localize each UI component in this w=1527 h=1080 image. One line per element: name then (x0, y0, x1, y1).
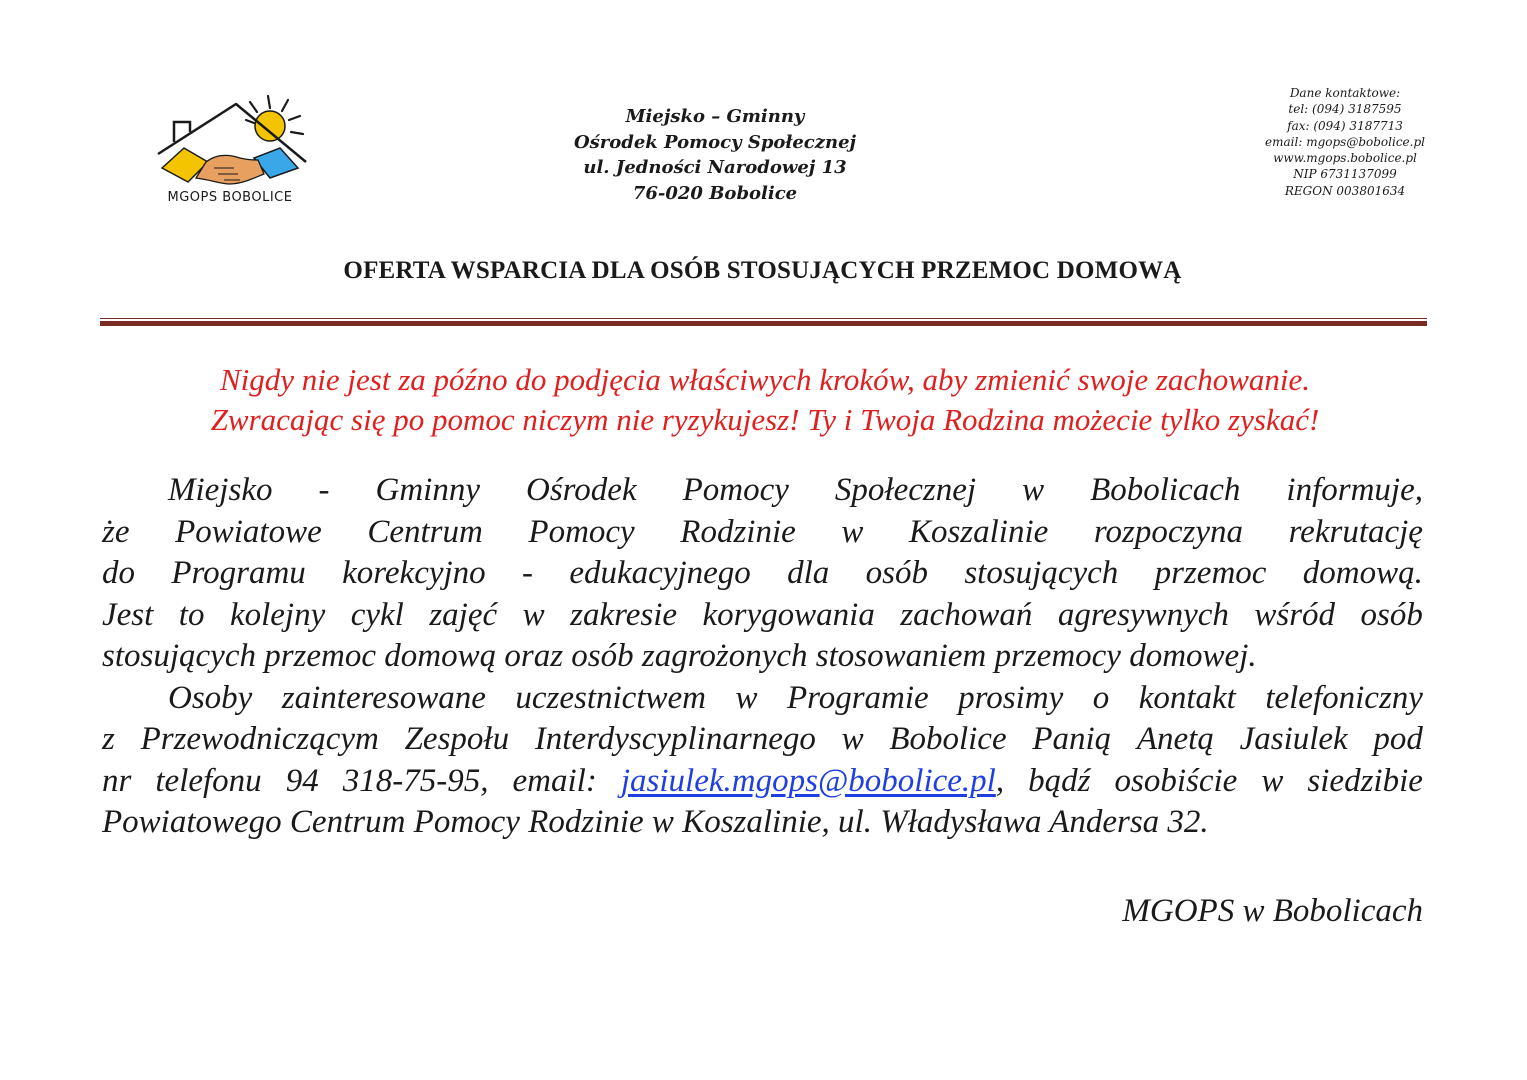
word: Bobolicach (1090, 472, 1241, 508)
word: Programie (786, 679, 929, 716)
word: informuje, (1286, 472, 1423, 508)
body-text-line: stosujących przemoc domową oraz osób zagrożonych stosowaniem przemocy domowej. (102, 638, 1257, 674)
word: osobiście (1114, 762, 1238, 799)
word: w (735, 679, 758, 716)
word: siedzibie (1307, 762, 1423, 799)
word: w (841, 721, 864, 757)
word: Ośrodek (526, 472, 637, 508)
word: rekrutację (1288, 513, 1423, 550)
email-label: email: (512, 762, 597, 799)
document-title: OFERTA WSPARCIA DLA OSÓB STOSUJĄCYCH PRZEMOC DOMOWĄ (343, 257, 1182, 284)
word: bądź (1028, 762, 1091, 799)
paragraph-2-line-1 (102, 678, 1423, 720)
word: kontakt (1138, 679, 1236, 716)
word: uczestnictwem (515, 679, 706, 716)
paragraph-1-line-4 (102, 595, 1423, 637)
word: - (522, 555, 534, 591)
word: Społecznej (834, 472, 977, 508)
phone-text: nr (102, 762, 132, 799)
mgops-logo (150, 92, 310, 212)
word: domową. (1302, 555, 1423, 591)
contact-heading: Dane kontaktowe: (1289, 86, 1401, 100)
word: wśród (1254, 596, 1336, 633)
comma: , (995, 762, 1005, 799)
org-line: Ośrodek Pomocy Społecznej (573, 131, 857, 153)
logo-text: MGOPS BOBOLICE (167, 190, 293, 205)
email-link[interactable]: jasiulek.mgops@bobolice.pl (620, 762, 996, 799)
signature: MGOPS w Bobolicach (1122, 893, 1423, 929)
body-text (102, 470, 1423, 844)
word: dla (787, 555, 830, 591)
contact-nip: NIP 6731137099 (1293, 167, 1397, 182)
word: - (318, 472, 330, 508)
word: Rodzinie (680, 513, 796, 550)
org-line: 76-020 Bobolice (632, 182, 798, 204)
contact-website: www.mgops.bobolice.pl (1273, 151, 1417, 166)
word: Centrum (367, 513, 483, 550)
title-divider-thin (100, 318, 1427, 319)
word: rozpoczyna (1093, 513, 1243, 550)
word: Anetą (1136, 721, 1214, 757)
word: zainteresowane (281, 679, 486, 716)
word: w (1261, 762, 1284, 799)
word: korygowania (702, 596, 875, 633)
word: stosujących (964, 555, 1119, 591)
word: Przewodniczącym (140, 721, 379, 757)
word: osób (1360, 596, 1423, 633)
word: zachowań (900, 596, 1033, 633)
contact-details (1200, 85, 1490, 199)
motto-line: Zwracając się po pomoc niczym nie ryzykujesz! Ty i Twoja Rodzina możecie tylko zyskać! (210, 402, 1320, 437)
word: zakresie (570, 596, 678, 633)
word: Koszalinie (908, 513, 1049, 550)
word: to (178, 596, 205, 633)
word: pod (1373, 721, 1423, 757)
word: Interdyscyplinarnego (534, 721, 816, 757)
word: zajęć (429, 596, 498, 633)
contact-regon: REGON 003801634 (1284, 183, 1406, 198)
paragraph-1-line-3 (102, 553, 1423, 595)
paragraph-1-line-1 (102, 470, 1423, 512)
word: Zespołu (404, 721, 510, 757)
word: agresywnych (1057, 596, 1229, 633)
paragraph-2-line-2 (102, 719, 1423, 761)
phone-number: 318-75-95, (342, 762, 489, 799)
word: osób (865, 555, 928, 591)
paragraph-2-line-3 (102, 761, 1423, 803)
word: telefoniczny (1265, 679, 1423, 716)
word: Gminny (375, 472, 480, 508)
org-line: ul. Jedności Narodowej 13 (583, 157, 847, 178)
word: przemoc (1154, 555, 1267, 591)
word: kolejny (229, 596, 326, 633)
word: że (102, 513, 130, 550)
title-divider-thick (100, 321, 1427, 326)
word: Jasiulek (1239, 721, 1348, 757)
organization-address (515, 104, 915, 206)
word: Programu (171, 555, 306, 591)
word: edukacyjnego (569, 555, 751, 591)
word: Panią (1032, 721, 1112, 757)
motto (60, 360, 1470, 440)
org-line: Miejsko – Gminny (625, 106, 805, 127)
word: Bobolice (889, 721, 1007, 757)
word: korekcyjno (342, 555, 486, 591)
motto-line: Nigdy nie jest za późno do podjęcia właściwych kroków, aby zmienić swoje zachowanie. (219, 362, 1310, 397)
word: do (102, 555, 135, 591)
word: Pomocy (528, 513, 635, 550)
word: Miejsko (168, 472, 273, 508)
house-handshake-icon (150, 92, 310, 192)
word: cykl (350, 596, 404, 633)
paragraph-1-line-2 (102, 512, 1423, 554)
phone-number: 94 (285, 762, 319, 799)
word: Jest (102, 596, 154, 633)
word: w (522, 596, 545, 633)
phone-text: telefonu (155, 762, 262, 799)
paragraph-2-line-4 (102, 802, 1423, 844)
email-with-comma (621, 761, 1004, 803)
word: prosimy (958, 679, 1064, 716)
word: Powiatowe (175, 513, 322, 550)
word: Pomocy (682, 472, 789, 508)
body-text-line: Powiatowego Centrum Pomocy Rodzinie w Koszalinie, ul. Władysława Andersa 32. (102, 804, 1209, 840)
contact-fax: fax: (094) 3187713 (1287, 118, 1403, 133)
word: z (102, 721, 115, 757)
word: w (841, 513, 864, 550)
word: w (1022, 472, 1045, 508)
word: o (1092, 679, 1110, 716)
word: Osoby (168, 679, 253, 716)
paragraph-1-line-5 (102, 636, 1423, 678)
contact-email: email: mgops@bobolice.pl (1265, 134, 1425, 149)
contact-phone: tel: (094) 3187595 (1288, 102, 1402, 117)
